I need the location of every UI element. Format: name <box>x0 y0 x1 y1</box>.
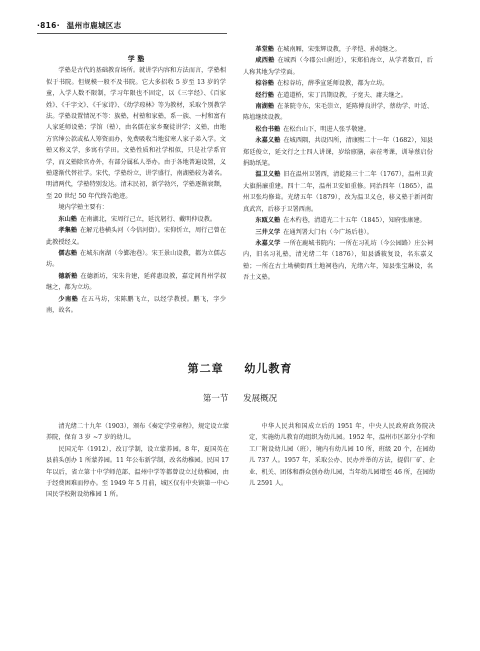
entry-name: 松台书塾 <box>255 125 281 133</box>
entry-text: 一所在鹿城书院内；一所在习礼坊（今公园路）庄公祠内，旧名习礼塾，清光绪二年（1876），知县潘筱复设，名东嘉义塾；一所在古土坳横街西土地祠巷内，光绪六年，知县张宝琳设，名吾土义塾。 <box>243 239 434 282</box>
chapter-title <box>0 360 480 376</box>
entry-text: 在德新坊，宋朱肯建，延蒋惠设教，嘉定间肖州学叔继之，都为立坊。 <box>46 272 227 292</box>
entry-name: 咸西塾 <box>255 57 275 65</box>
entry-name: 儒志塾 <box>58 249 78 257</box>
book-title: 温州市鹿城区志 <box>66 21 122 30</box>
entry-text: 在解元巷横头河（今信河街）。宋仰忻立，周行己曾在此教授经义。 <box>46 227 226 246</box>
entry-name: 少南塾 <box>58 295 79 303</box>
entry <box>46 294 226 317</box>
paragraph: 民国元年（1912），改订学制，设立蒙养园。8 年，夏国英在县前头创办 1 所蒙养园。11 年公布新学制，改名幼稚园。民国 17 年以后，省立第十中学师范部、温州中学等都曾设立过幼稚园，由于经费困难而停办。至 1949 年 5 月前，城区仅有中央镇第一中心国民学校附设幼稚园 1 所。 <box>46 445 229 499</box>
page-number: ·816· <box>37 21 60 30</box>
entry-name: 三井义学 <box>255 228 281 236</box>
entry-text: 在道道桥，宋丁昌期设教，子宽夫、庸夫继之。 <box>276 91 407 99</box>
entry <box>46 214 226 225</box>
entry-name: 永嘉义学 <box>255 239 281 247</box>
entry-name: 经行塾 <box>255 91 274 99</box>
entry-name: 孝集塾 <box>58 227 78 235</box>
entry <box>243 135 433 169</box>
entry-text: 在五马坊，宋陈鹏飞立，以经学教授。鹏飞，字少南，故名。 <box>46 295 227 314</box>
entry-text: 在木杓巷，清道光二十五年（1845），知府张康建。 <box>283 217 426 225</box>
paragraph: 清光绪二十九年（1903），颁布《奏定学堂章程》，规定设立蒙养院，保育 3 岁 ~7 岁的幼儿。 <box>46 423 229 442</box>
entry-name: 永嘉义塾 <box>255 137 281 145</box>
entry-text: 在通判署大门右（今广场后巷）。 <box>283 228 373 236</box>
entry-text: 在茶院寺东，宋毛崇立，延陈傅良讲学，蔡幼学、叶适、陈埴继续设教。 <box>243 103 434 122</box>
entry <box>243 44 433 55</box>
entry <box>243 238 433 284</box>
subsection-title: 学 塾 <box>127 55 145 63</box>
left-column <box>46 54 226 316</box>
entry <box>46 271 226 294</box>
entry-text: 在松台山下，明进人张孚敬建。 <box>283 125 370 133</box>
entry-text: 在城西隅，共设四所，清康熙二十一年（1682），知县郑廷俊立，延文行之士四人讲课，岁给廪膳，亲莅考课，训导蔡启份捐助纸笔。 <box>243 137 433 168</box>
section-number: 第一节 <box>202 394 229 404</box>
list-intro: 境内学塾主要有： <box>58 204 108 212</box>
entry <box>243 78 433 89</box>
entry-text: 在城西（今郡公山附近），宋郑伯海立，从学者数百，后人称其地为学堂面。 <box>243 57 433 76</box>
right-column <box>243 44 433 284</box>
entry <box>46 248 226 271</box>
chapter-number: 第二章 <box>187 362 224 375</box>
entry-text: 在棕谷坊，薛季宣延师设教，都为立坊。 <box>276 80 389 88</box>
entry-name: 东山塾 <box>58 215 77 223</box>
section-title <box>0 392 480 404</box>
chapter-name: 幼儿教育 <box>244 362 293 375</box>
paragraph: 中华人民共和国成立后的 1951 年，中央人民政府政务院决定，实施幼儿教育的组织为幼儿园。1952 年，温州市区部分小学和工厂附设幼儿园（班），境内有幼儿园 10 所，班级 20 个，在园幼儿 737 人。1957 年，采取公办、民办并举的方法，提倡厂矿、企业、机关、团体和群众创办幼儿园，当年幼儿园增至 46 所，在园幼儿 2591 人。 <box>249 423 435 488</box>
entry-text: 在城东南湖（今鄞池巷）。宋王景山设教，都为立儒志坊。 <box>46 249 226 269</box>
entry-text: 在南湖北，宋周行己立，延沈躬行、戴明仲设教。 <box>79 215 217 223</box>
entry-name: 革堂塾 <box>255 46 274 53</box>
entry-name: 东瓯义塾 <box>255 217 281 225</box>
entry <box>46 225 226 248</box>
entry <box>243 90 433 101</box>
bottom-right-column <box>249 421 435 489</box>
entry-text: 在城南厢，宋张辉设教，子孝恺、孙纯继之。 <box>276 46 401 53</box>
bottom-left-column <box>46 421 229 501</box>
entry <box>243 215 433 226</box>
intro-paragraph: 学塾是古代的基础教育场所。就讲学内容和方法而言，学塾相似于书院。但规模一般不及书院。它大多招收 5 岁至 13 岁的学童，入学人数不限制，学习年限也不固定，以《三字经》、《百家姓》、《千字文》、《千家诗》、《幼学琼林》等为教材，采取个别教学法。学塾设置情况不等：族塾，村塾和家塾，系一族、一村和富有人家延师设塾；学馆（塾），由名儒在家乡聚徒讲学；义塾，由地方官绅公款或私人筹资而办，免费吸收当地贫寒人家子弟入学。文塾又称义学，多寓有学田。文塾性质和社学相似，只是社学系官学，而义塾除官办外，有部分属私人举办。由于各地普遍设置，义塾遂渐代替社学。宋代，学塾纷立，讲学盛行，南湖塾较为著名。明清两代，学塾特别发达。清末民初，新学勃兴，学塾逐渐衰颓，至 20 世纪 50 年代终告绝迹。 <box>46 67 226 200</box>
entry <box>243 169 433 215</box>
entry <box>243 101 433 124</box>
entry-name: 南湖塾 <box>255 103 275 111</box>
section-name: 发展概况 <box>243 394 278 404</box>
entry <box>243 124 433 135</box>
entry-name: 棕谷塾 <box>255 80 274 88</box>
entry <box>243 55 433 78</box>
entry-name: 温卫义塾 <box>255 171 281 179</box>
entry-text: 旧在温州卫署西，清乾隆三十二年（1767），温州卫黄大旗捐廉重建。四十二年，温州卫安如重修。同治四年（1865），温州卫张均修葺。光绪五年（1879），改为温卫义仓，移义塾于新河街真武宫，后移于卫署西南。 <box>243 171 433 213</box>
entry <box>243 227 433 238</box>
page-header <box>37 20 227 34</box>
entry-name: 德新塾 <box>58 272 78 280</box>
